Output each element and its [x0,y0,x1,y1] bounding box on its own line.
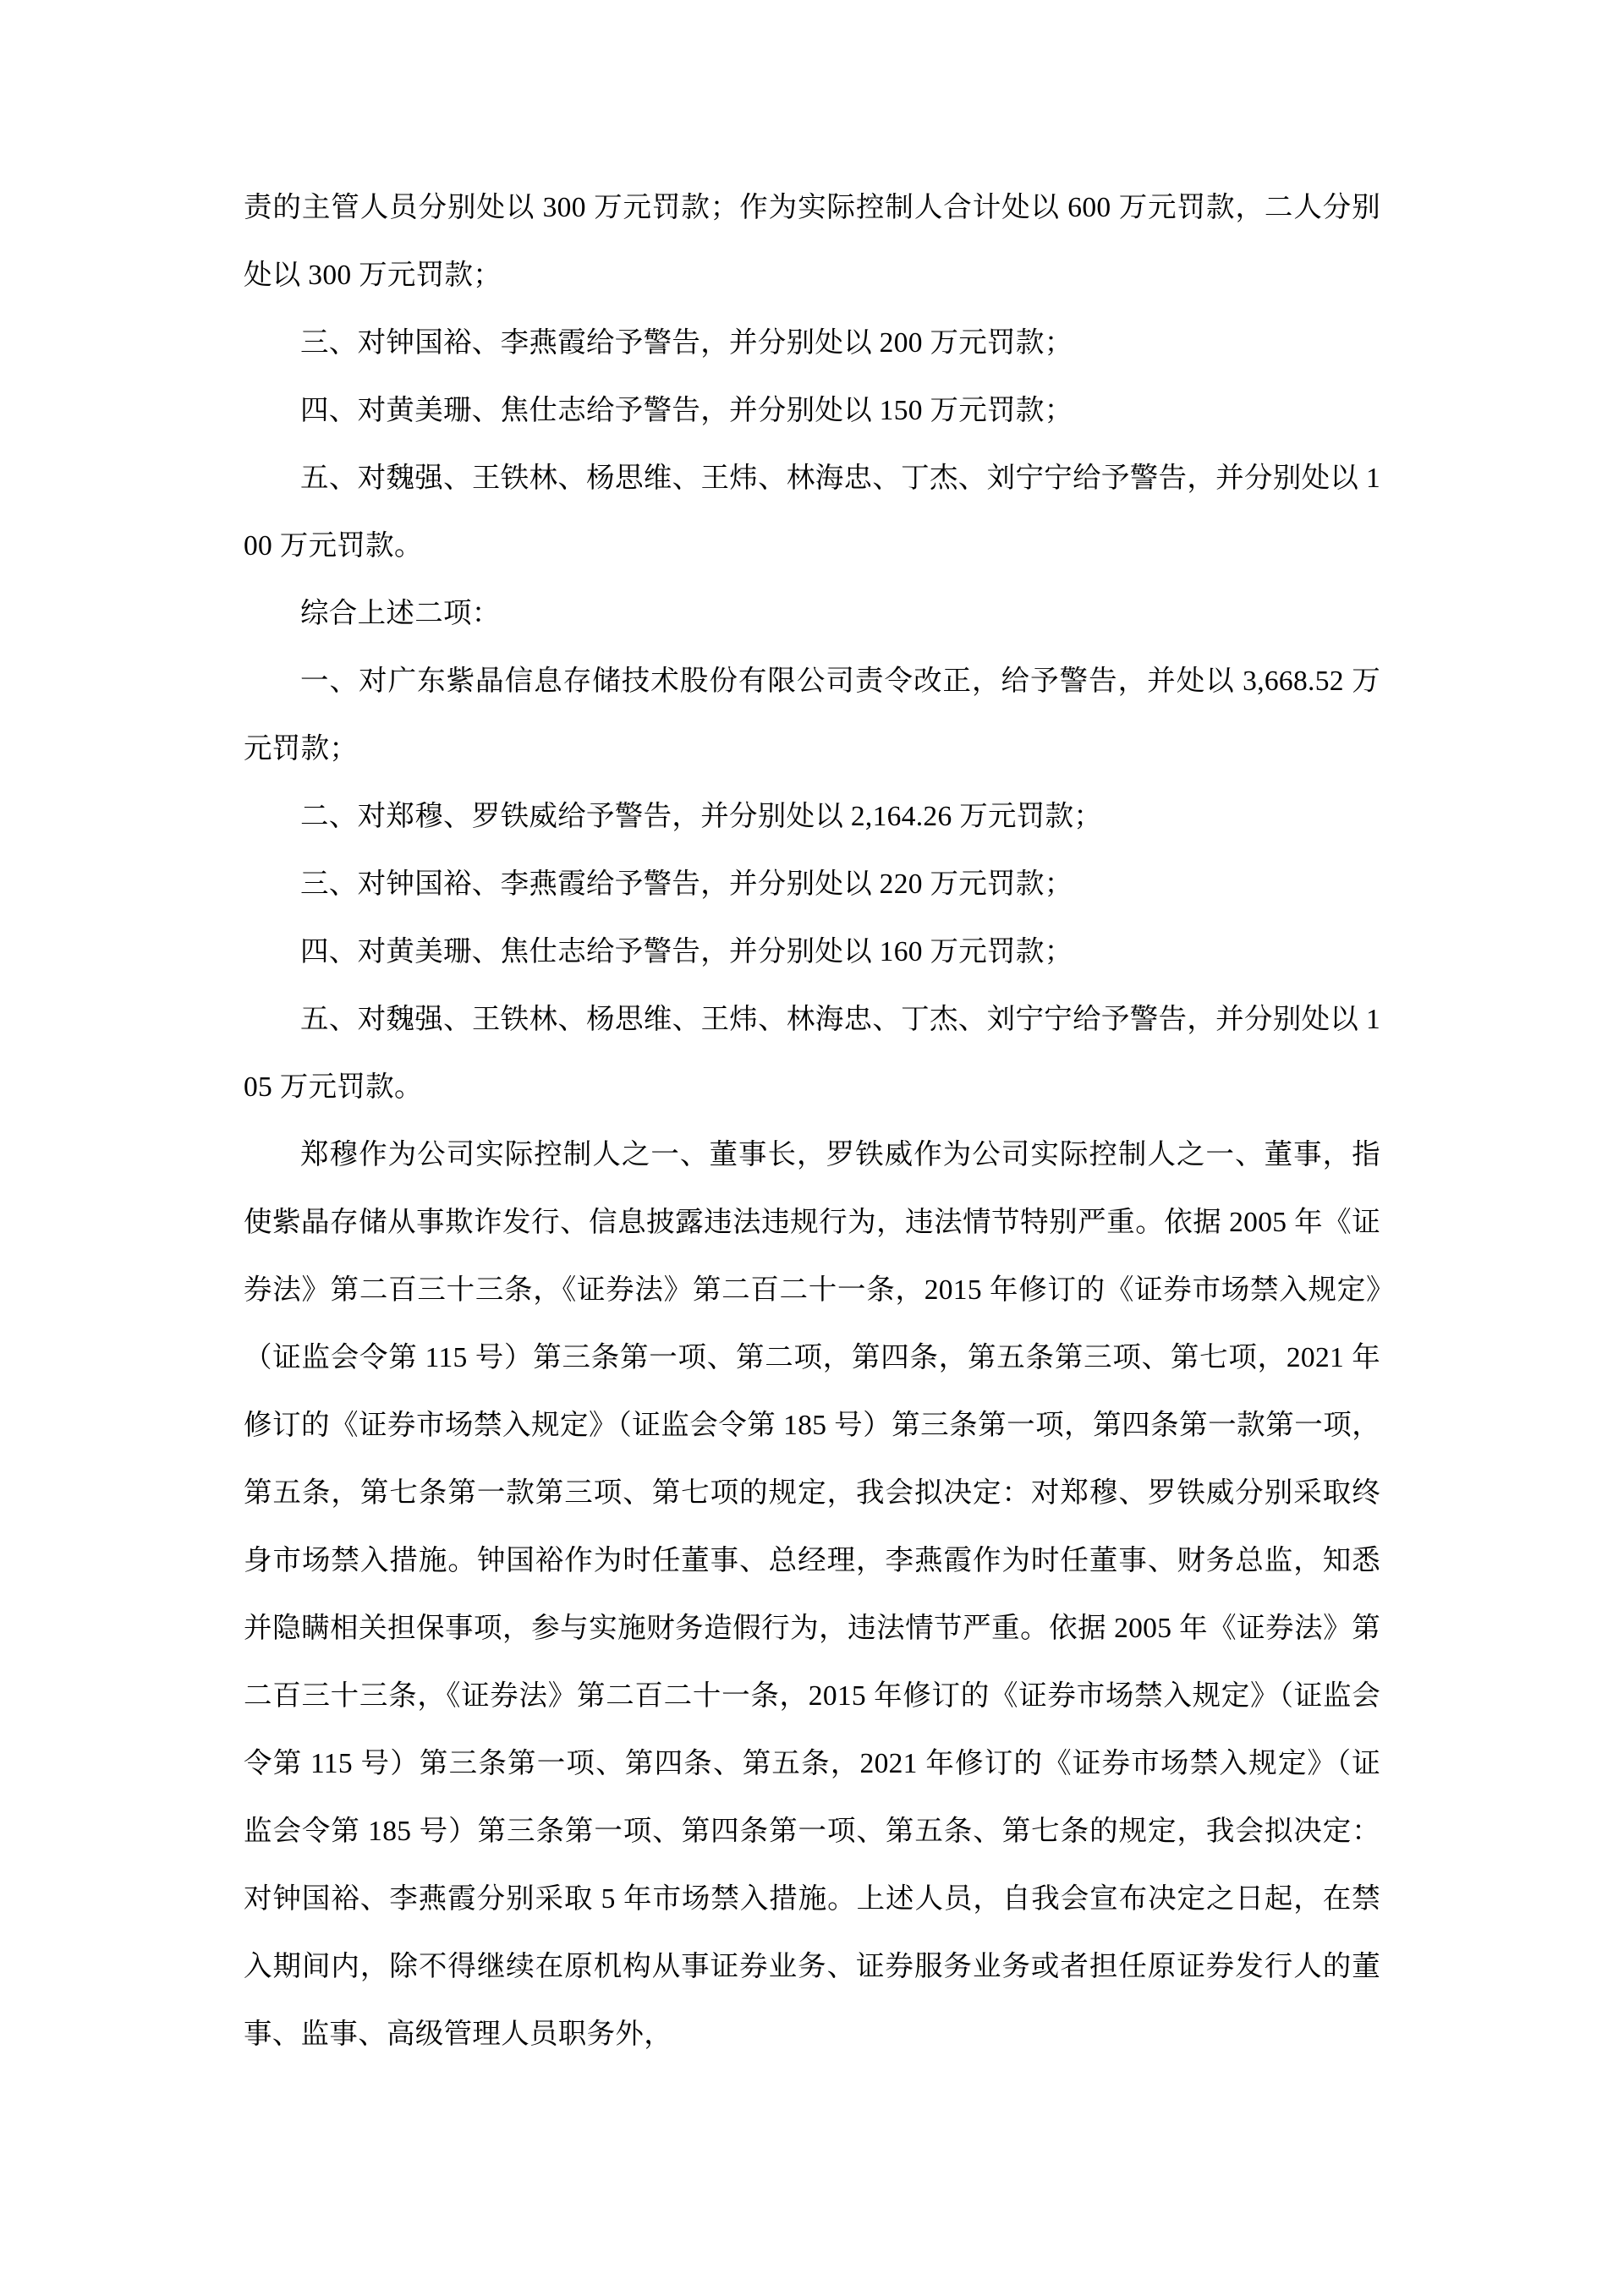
paragraph-summary-item-4: 四、对黄美珊、焦仕志给予警告，并分别处以 160 万元罚款； [300,936,1073,967]
paragraph-summary-item-1: 一、对广东紫晶信息存储技术股份有限公司责令改正，给予警告，并处以 3,668.52 万元罚款； [244,666,1380,764]
paragraph-summary-item-2: 二、对郑穆、罗铁威给予警告，并分别处以 2,164.26 万元罚款； [300,801,1103,832]
paragraph-summary-item-5: 五、对魏强、王铁林、杨思维、王炜、林海忠、丁杰、刘宁宁给予警告，并分别处以 105 万元罚款。 [244,1004,1380,1103]
paragraph-market-ban-reasoning: 郑穆作为公司实际控制人之一、董事长，罗铁威作为公司实际控制人之一、董事，指使紫晶存储从事欺诈发行、信息披露违法违规行为，违法情节特别严重。依据 2005 年《证券法》第二百三十三条，《证券法》第二百二十一条，2015 年修订的《证券市场禁入规定》（证监会令第 115 号）第三条第一项、第二项，第四条，第五条第三项、第七项，2021 年修订的《证券市场禁入规定》（证监会令第 185 号）第三条第一项，第四条第一款第一项，第五条，第七条第一款第三项、第七项的规定，我会拟决定：对郑穆、罗铁威分别采取终身市场禁入措施。钟国裕作为时任董事、总经理，李燕霞作为时任董事、财务总监，知悉并隐瞒相关担保事项，参与实施财务造假行为，违法情节严重。依据 2005 年《证券法》第二百三十三条，《证券法》第二百二十一条，2015 年修订的《证券市场禁入规定》（证监会令第 115 号）第三条第一项、第四条、第五条，2021 年修订的《证券市场禁入规定》（证监会令第 185 号）第三条第一项、第四条第一项、第五条、第七条的规定，我会拟决定：对钟国裕、李燕霞分别采取 5 年市场禁入措施。上述人员，自我会宣布决定之日起，在禁入期间内，除不得继续在原机构从事证券业务、证券服务业务或者担任原证券发行人的董事、监事、高级管理人员职务外， [244,1139,1380,2050]
paragraph-continuation: 责的主管人员分别处以 300 万元罚款；作为实际控制人合计处以 600 万元罚款，二人分别处以 300 万元罚款； [244,192,1380,291]
paragraph-item-3-first: 三、对钟国裕、李燕霞给予警告，并分别处以 200 万元罚款； [300,327,1073,359]
paragraph-summary-heading: 综合上述二项： [300,598,501,629]
paragraph-item-4-first: 四、对黄美珊、焦仕志给予警告，并分别处以 150 万元罚款； [300,395,1073,426]
paragraph-summary-item-3: 三、对钟国裕、李燕霞给予警告，并分别处以 220 万元罚款； [300,869,1073,900]
document-body [244,174,1380,2069]
paragraph-item-5-first: 五、对魏强、王铁林、杨思维、王炜、林海忠、丁杰、刘宁宁给予警告，并分别处以 100 万元罚款。 [244,463,1380,562]
